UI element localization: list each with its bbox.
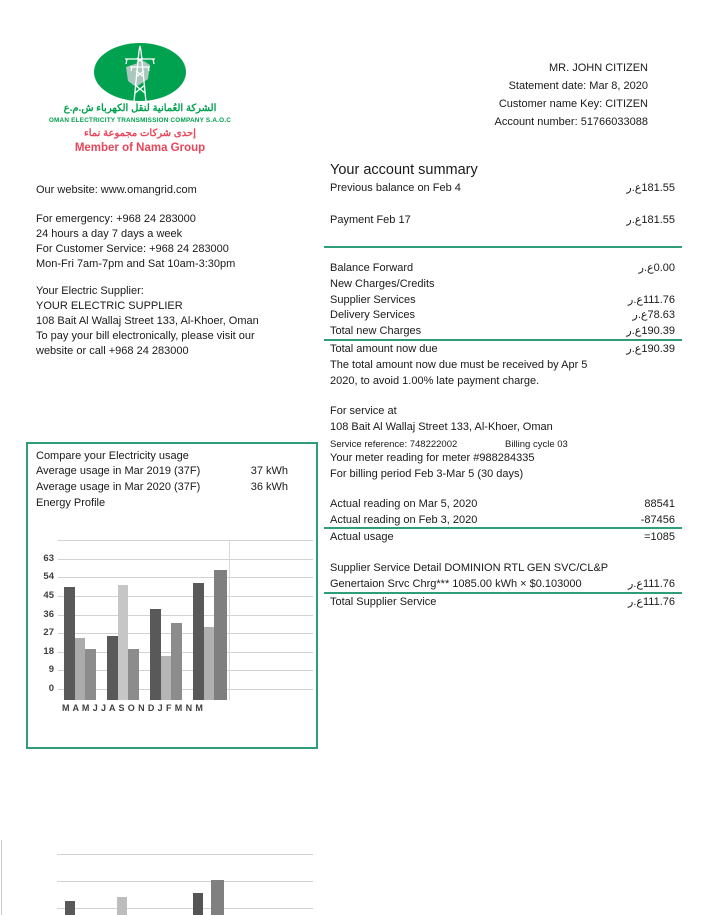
row-label: Previous balance on Feb 4 <box>330 182 461 194</box>
currency-symbol: ر.ع <box>628 596 643 608</box>
usage-value: =1085 <box>644 531 675 543</box>
fragment-gridline <box>57 881 313 882</box>
due-note-line1: The total amount now due must be received by Apr 5 <box>330 359 588 371</box>
summary-row-previous-balance <box>330 181 675 196</box>
pay-electronically-line2: website or call +968 24 283000 <box>36 345 189 357</box>
usage-2020-value: 36 kWh <box>250 481 288 493</box>
customer-info-block <box>348 59 648 131</box>
chart-ytick: 45 <box>43 590 54 601</box>
currency-symbol: ر.ع <box>638 262 654 274</box>
green-divider-2 <box>324 339 682 341</box>
row-amount <box>633 308 675 323</box>
nama-group-arabic: إحدى شركات مجموعة نماء <box>84 128 196 139</box>
currency-symbol: ر.ع <box>628 578 643 590</box>
amount-value: 190.39 <box>641 325 675 337</box>
row-amount <box>626 324 675 339</box>
new-charges-header: New Charges/Credits <box>330 278 435 290</box>
company-name-english: OMAN ELECTRICITY TRANSMISSION COMPANY S.A.O.C <box>48 117 232 124</box>
row-label: Total amount now due <box>330 343 438 355</box>
reading-value: 88541 <box>644 498 675 510</box>
service-address: 108 Bait Al Wallaj Street 133, Al-Khoer, Oman <box>330 421 553 433</box>
amount-value: 0.00 <box>653 262 675 274</box>
fragment-bar <box>211 880 224 915</box>
account-number: Account number: 51766033088 <box>494 116 648 128</box>
reading-value: -87456 <box>640 514 675 526</box>
generation-charge-row <box>330 577 675 592</box>
row-label: Delivery Services <box>330 309 415 321</box>
customer-service-line: For Customer Service: +968 24 283000 <box>36 243 229 255</box>
amount-value: 181.55 <box>641 182 675 194</box>
supplier-label: Your Electric Supplier: <box>36 285 144 297</box>
row-amount <box>626 181 675 196</box>
chart-ytick: 18 <box>43 646 54 657</box>
pay-electronically-line1: To pay your bill electronically, please visit our <box>36 330 255 342</box>
website-line: Our website: www.omangrid.com <box>36 184 197 196</box>
service-reference: Service reference: 748222002 <box>330 439 458 450</box>
green-divider-1 <box>324 246 682 248</box>
for-service-at: For service at <box>330 405 397 417</box>
usage-2019-value: 37 kWh <box>250 465 288 477</box>
usage-box-title: Compare your Electricity usage <box>36 450 189 462</box>
customer-key: Customer name Key: CITIZEN <box>498 98 648 110</box>
currency-symbol: ر.ع <box>628 294 643 306</box>
row-amount <box>626 342 675 357</box>
emergency-line: For emergency: +968 24 283000 <box>36 213 196 225</box>
row-label: Supplier Services <box>330 294 416 306</box>
usage-row <box>330 530 675 545</box>
company-logo <box>92 41 188 105</box>
chart-ytick: 0 <box>48 683 54 694</box>
chart-ytick: 36 <box>43 609 54 620</box>
service-hours-line: Mon-Fri 7am-7pm and Sat 10am-3:30pm <box>36 258 236 270</box>
row-amount <box>628 577 675 592</box>
row-label: Total new Charges <box>330 325 422 337</box>
chart-ytick: 9 <box>48 664 54 675</box>
chart-right-axis-line <box>229 540 230 700</box>
row-label: Total Supplier Service <box>330 596 437 608</box>
row-amount <box>626 213 675 228</box>
row-amount <box>639 261 675 276</box>
supplier-address: 108 Bait Al Wallaj Street 133, Al-Khoer, Oman <box>36 315 259 327</box>
amount-value: 181.55 <box>641 214 675 226</box>
row-label: Actual reading on Feb 3, 2020 <box>330 514 478 526</box>
customer-name: MR. JOHN CITIZEN <box>549 62 648 74</box>
currency-symbol: ر.ع <box>632 309 648 321</box>
fragment-bar <box>193 893 203 915</box>
currency-symbol: ر.ع <box>626 343 642 355</box>
row-label: Average usage in Mar 2020 (37F) <box>36 481 201 493</box>
company-name-arabic: الشركة العُمانية لنقل الكهرباء ش.م.ع <box>63 103 217 114</box>
amount-value: 111.76 <box>642 578 675 590</box>
summary-row-delivery-services <box>330 308 675 323</box>
amount-value: 111.76 <box>642 596 675 608</box>
summary-row-balance-forward <box>330 261 675 276</box>
row-label: Genertaion Srvc Chrg*** 1085.00 kWh × $0.103000 <box>330 578 582 590</box>
row-label: Actual reading on Mar 5, 2020 <box>330 498 478 510</box>
usage-2020-row <box>36 480 288 495</box>
billing-cycle: Billing cycle 03 <box>505 439 568 450</box>
summary-row-supplier-services <box>330 293 675 308</box>
row-label: Payment Feb 17 <box>330 214 411 226</box>
summary-row-payment <box>330 213 675 228</box>
currency-symbol: ر.ع <box>626 182 642 194</box>
due-note-line2: 2020, to avoid 1.00% late payment charge. <box>330 375 540 387</box>
hours-line: 24 hours a day 7 days a week <box>36 228 183 240</box>
reading-row-current <box>330 497 675 512</box>
currency-symbol: ر.ع <box>626 214 642 226</box>
total-supplier-service-row <box>330 595 675 610</box>
green-divider-4 <box>324 592 682 594</box>
chart-ytick: 27 <box>43 627 54 638</box>
row-amount <box>628 595 675 610</box>
fragment-gridline <box>57 908 313 909</box>
statement-date: Statement date: Mar 8, 2020 <box>508 80 648 92</box>
energy-profile-label: Energy Profile <box>36 497 106 509</box>
fragment-bar <box>65 901 75 915</box>
billing-period-line: For billing period Feb 3-Mar 5 (30 days) <box>330 468 524 480</box>
summary-row-total-due <box>330 342 675 357</box>
chart-month-labels: M A M J J A S O N D J F M N M <box>62 703 204 713</box>
summary-row-total-new-charges <box>330 324 675 339</box>
reading-row-previous <box>330 513 675 528</box>
account-summary-title: Your account summary <box>330 162 478 178</box>
fragment-bar <box>117 897 127 915</box>
chart-ytick: 63 <box>43 553 54 564</box>
row-label: Average usage in Mar 2019 (37F) <box>36 465 201 477</box>
currency-symbol: ر.ع <box>626 325 642 337</box>
chart-ytick: 54 <box>43 571 54 582</box>
row-amount <box>628 293 675 308</box>
row-label: Actual usage <box>330 531 394 543</box>
fragment-gridline <box>57 854 313 855</box>
nama-group-english: Member of Nama Group <box>74 142 206 154</box>
supplier-detail-header: Supplier Service Detail DOMINION RTL GEN SVC/CL&P <box>330 562 609 574</box>
amount-value: 111.76 <box>642 294 675 306</box>
supplier-name: YOUR ELECTRIC SUPPLIER <box>36 300 183 312</box>
amount-value: 190.39 <box>641 343 675 355</box>
row-label: Balance Forward <box>330 262 414 274</box>
green-divider-3 <box>324 527 682 529</box>
meter-reading-line: Your meter reading for meter #988284335 <box>330 452 535 464</box>
amount-value: 78.63 <box>647 309 675 321</box>
page-edge-line <box>1 840 2 915</box>
usage-2019-row <box>36 464 288 479</box>
